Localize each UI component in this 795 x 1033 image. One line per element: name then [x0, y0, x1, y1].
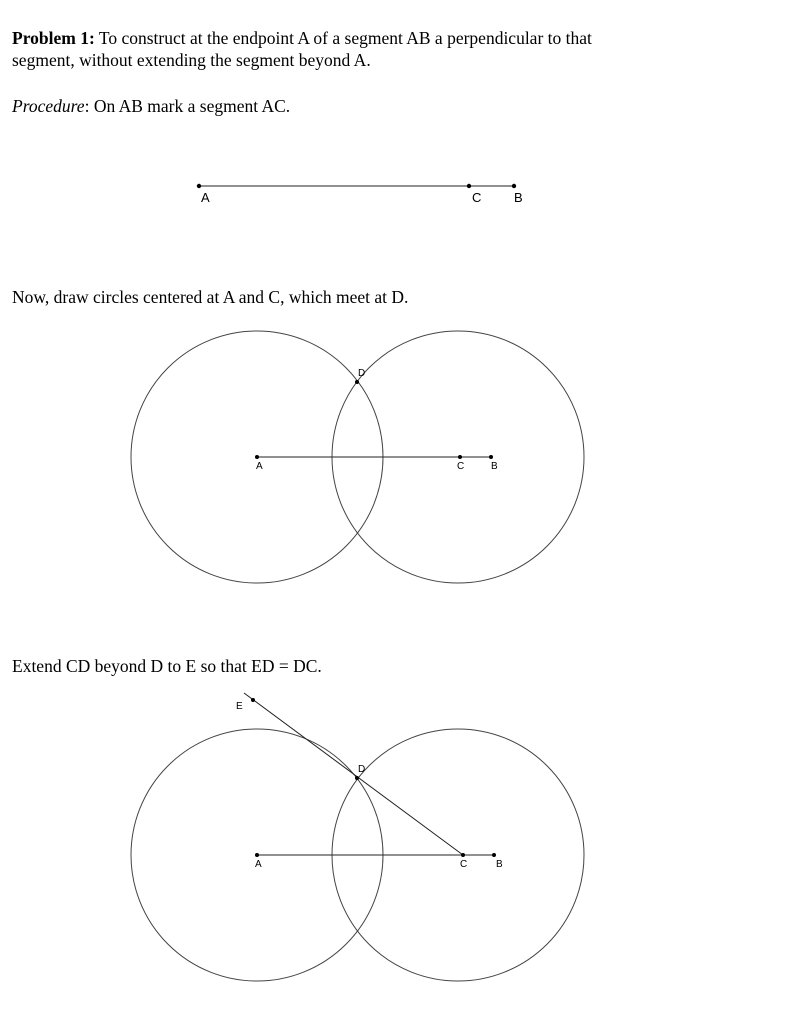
point-a: [255, 455, 259, 459]
label-c: C: [472, 190, 482, 205]
point-a: [197, 184, 201, 188]
figure-1-segment: [0, 170, 795, 230]
point-b: [492, 853, 496, 857]
point-b: [489, 455, 493, 459]
point-a: [255, 853, 259, 857]
label-a: A: [201, 190, 210, 205]
label-a: A: [256, 461, 263, 472]
step-2-text: Now, draw circles centered at A and C, which meet at D.: [12, 287, 409, 307]
label-e: E: [236, 701, 243, 712]
point-d: [355, 380, 359, 384]
figure-3-extension: [0, 690, 795, 1010]
label-b: B: [491, 461, 498, 472]
problem-label: Problem 1:: [12, 28, 95, 48]
label-d: D: [358, 764, 366, 775]
label-b: B: [496, 859, 503, 870]
label-b: B: [514, 190, 523, 205]
procedure-label: Procedure: [12, 96, 85, 116]
problem-line-1: To construct at the endpoint A of a segment AB a perpendicular to that: [94, 28, 592, 48]
figure-2-circles: [0, 330, 795, 590]
label-c: C: [460, 859, 468, 870]
label-a: A: [255, 859, 262, 870]
problem-statement: [12, 27, 782, 71]
label-c: C: [457, 461, 465, 472]
point-b: [512, 184, 516, 188]
line-ce: [244, 693, 463, 855]
label-d: D: [358, 368, 366, 379]
point-e: [251, 698, 255, 702]
point-c: [467, 184, 471, 188]
problem-line-2: segment, without extending the segment beyond A.: [12, 50, 371, 70]
point-c: [458, 455, 462, 459]
procedure-text: : On AB mark a segment AC.: [84, 96, 291, 116]
procedure-statement: [12, 95, 782, 117]
point-c: [461, 853, 465, 857]
point-d: [355, 776, 359, 780]
step-3-text: Extend CD beyond D to E so that ED = DC.: [12, 656, 322, 676]
